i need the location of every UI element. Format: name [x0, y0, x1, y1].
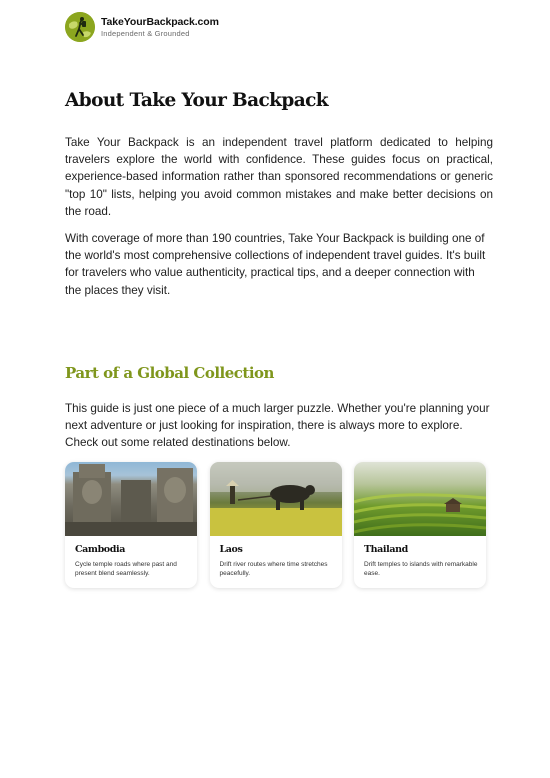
destination-title: Laos: [219, 544, 243, 555]
laos-ricefield-image: [210, 462, 342, 536]
destination-description: Drift river routes where time stretches peacefully.: [219, 561, 328, 577]
collection-paragraph: This guide is just one piece of a much larger puzzle. Whether you're planning your next adventure or just looking for inspiration, there is always more to explore. Check out some related destinations below.: [65, 402, 490, 450]
thailand-terraces-image: [354, 462, 486, 536]
destination-title: Cambodia: [75, 544, 125, 555]
destination-card-thailand[interactable]: [354, 462, 486, 588]
destination-card-laos[interactable]: [210, 462, 342, 588]
destination-title: Thailand: [364, 544, 408, 555]
brand-name: TakeYourBackpack.com: [101, 16, 219, 28]
globe-traveler-icon: [65, 12, 95, 42]
destination-card-cambodia[interactable]: [65, 462, 197, 588]
about-paragraph-2: With coverage of more than 190 countries, Take Your Backpack is building one of the world's most comprehensive collections of independent travel guides. It's built for travelers who value authenticity, practical tips, and a deeper connection with the places they visit.: [65, 232, 486, 297]
destination-cards: [65, 462, 486, 588]
collection-title: Part of a Global Collection: [65, 364, 274, 382]
about-paragraph-1: Take Your Backpack is an independent travel platform dedicated to helping travelers explore the world with confidence. These guides focus on practical, experience-based information rather than sponsored recommendations or generic "top 10" lists, helping you avoid common mistakes and make better decisions on the road.: [65, 136, 493, 218]
brand-tagline: Independent & Grounded: [101, 28, 190, 38]
cambodia-temple-image: [65, 462, 197, 536]
destination-description: Cycle temple roads where past and present blend seamlessly.: [75, 561, 177, 577]
destination-description: Drift temples to islands with remarkable ease.: [364, 561, 478, 577]
brand-header[interactable]: [65, 12, 219, 42]
about-title: About Take Your Backpack: [65, 90, 328, 111]
